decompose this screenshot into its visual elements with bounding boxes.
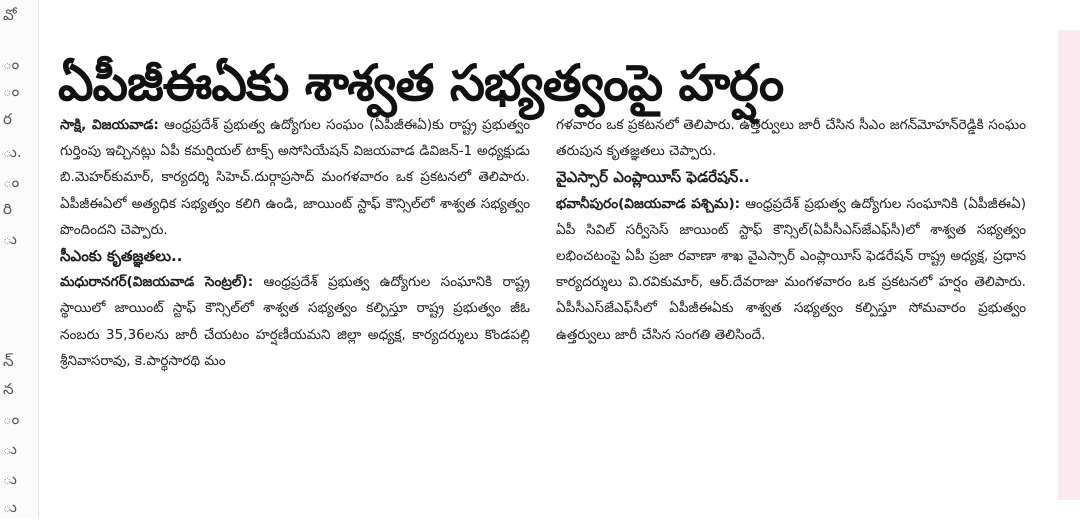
fragment-char: ు (3, 440, 17, 458)
fragment-char: న్ (3, 352, 14, 370)
previous-column-fragment (0, 0, 39, 518)
fragment-char: న (3, 380, 14, 398)
dateline: భవానీపురం(విజయవాడ పశ్చిమ): (556, 195, 741, 212)
article-column-left (60, 112, 530, 512)
dateline: మధురానగర్(విజయవాడ సెంట్రల్): (60, 274, 254, 291)
article-column-right (556, 112, 1026, 512)
paragraph-text: ఆంధ్రప్రదేశ్ ప్రభుత్వ ఉద్యోగుల సంఘానికి రాష్ట్ర స్థాయిలో జాయింట్ స్టాఫ్ కౌన్సిల్‌లో శాశ్వత సభ్యత్వం కల్పిస్తూ రాష్ట్ర ప్రభుత్వం జీఓ నంబరు 35,36లను జారీ చేయటం హర్షణీయమని జిల్లా అధ్యక్ష, కార్యదర్శులు కొండపల్లి శ్రీనివాసరావు, కె.పార్థసారథి మం (60, 274, 530, 369)
fragment-char: ం (3, 410, 20, 428)
paragraph (556, 112, 1026, 164)
paragraph (556, 191, 1026, 348)
paragraph-text: ఆంధ్రప్రదేశ్ ప్రభుత్వ ఉద్యోగుల సంఘానికి (ఏపీజీఈఏ) ఏపీ సివిల్ సర్వీసెస్ జాయింట్ స్టాఫ్ కౌన్సిల్(ఏపీసీఎస్‌జేఎఫ్‌సీ)లో శాశ్వత సభ్యత్వం లభించటంపై ఏపీ ప్రజా రవాణా శాఖ వైఎస్సార్ ఎంప్లాయీస్ ఫెడరేషన్ రాష్ట్ర అధ్యక్ష, ప్రధాన కార్యదర్శులు వి.రవికుమార్, ఆర్.దేవరాజు మంగళవారం ఒక ప్రకటనలో హర్షం తెలిపారు. ఏపీసీఎస్‌జేఎఫ్‌సీలో ఏపీజీఈఏకు శాశ్వత సభ్యత్వం కల్పిస్తూ సోమవారం ప్రభుత్వం ఉత్తర్వులు జారీ చేసిన సంగతి తెలిసిందే. (556, 195, 1026, 343)
subheading: సీఎంకు కృతజ్ఞతలు.. (60, 247, 183, 266)
subheading: వైఎస్సార్ ఎంప్లాయీస్ ఫెడరేషన్.. (556, 168, 750, 187)
article-headline: ఏపీజీఈఏకు శాశ్వత సభ్యత్వంపై హర్షం (58, 53, 784, 112)
fragment-char: ు (3, 230, 17, 248)
fragment-char: ు (3, 470, 17, 488)
fragment-char: ు (3, 498, 17, 516)
paragraph-text: గళవారం ఒక ప్రకటనలో తెలిపారు. ఉత్తర్వులు జారీ చేసిన సీఎం జగన్‌మోహన్‌రెడ్డికి సంఘం తరుపున కృతజ్ఞతలు చెప్పారు. (556, 117, 1026, 160)
paragraph (60, 269, 530, 374)
paragraph-text: ఆంధ్రప్రదేశ్ ప్రభుత్వ ఉద్యోగుల సంఘం (ఏపీజీఈఏ)కు రాష్ట్ర ప్రభుత్వం గుర్తింపు ఇచ్చినట్లు ఏపీ కమర్షియల్ టాక్స్ అసోసియేషన్ విజయవాడ డివిజన్-1 అధ్యక్షుడు బి.మెహర్‌కుమార్, కార్యదర్శి సిహెచ్.దుర్గాప్రసాద్ మంగళవారం ఒక ప్రకటనలో తెలిపారు. ఏపీజీఈఏలో అత్యధిక సభ్యత్వం కలిగి ఉండి, జాయింట్ స్టాఫ్ కౌన్సిల్‌లో శాశ్వత సభ్యత్వం పొందిందని చెప్పారు. (60, 117, 530, 238)
fragment-char: రి (3, 200, 12, 218)
fragment-char: ు. (3, 143, 22, 161)
fragment-char: ర (3, 110, 12, 128)
fragment-char: ం (3, 82, 20, 100)
fragment-char: వో (3, 6, 17, 24)
right-margin-band (1058, 30, 1080, 500)
paragraph (60, 112, 530, 243)
fragment-char: ం (3, 55, 20, 73)
fragment-char: ం (3, 173, 20, 191)
dateline: సాక్షి, విజయవాడ: (60, 117, 159, 133)
